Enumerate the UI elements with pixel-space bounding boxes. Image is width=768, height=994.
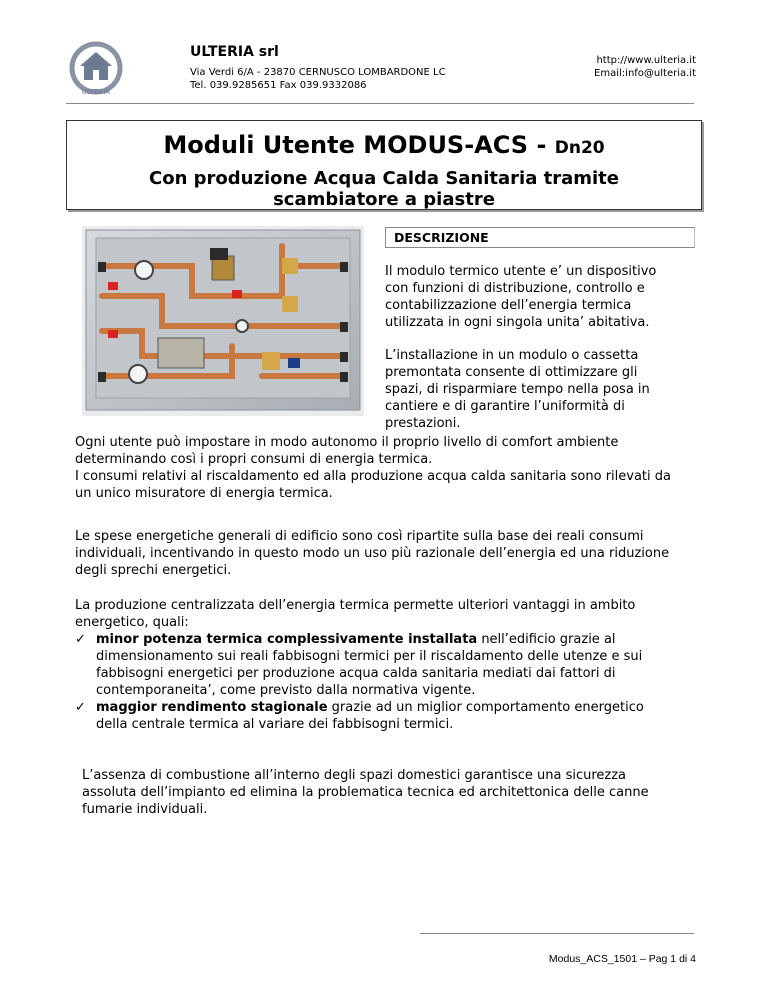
description-heading-box (385, 227, 695, 248)
list-item: ✓ minor potenza termica complessivamente installata nell’edificio grazie al dimensionamento sui reali fabbisogni termici per il riscaldamento delle utenze e sui fabbisogni energetici per produzione acqua calda sanitaria mediati dai fattori di contemporaneita’, come previsto dalla normativa vigente. (75, 632, 643, 698)
advantages-list (75, 631, 695, 733)
page-title: Moduli Utente MODUS-ACS - Dn20 (163, 131, 605, 159)
title-box (66, 120, 702, 210)
body-paragraph-1: Ogni utente può impostare in modo autonomo il proprio livello di comfort ambiente determinando così i propri consumi di energia termica. I consumi relativi al riscaldamento ed alla produzione acqua calda sanitaria sono rilevati da un unico misuratore di energia termica. (75, 435, 671, 501)
description-paragraph-1: Il modulo termico utente e’ un dispositivo con funzioni di distribuzione, controllo e contabilizzazione dell’energia termica utilizzata in ogni singola unita’ abitativa. (385, 264, 657, 330)
page-subtitle: Con produzione Acqua Calda Sanitaria tramite scambiatore a piastre (149, 168, 619, 210)
body-paragraph-2: Le spese energetiche generali di edificio sono così ripartite sulla base dei reali consumi individuali, incentivando in questo modo un uso più razionale dell’energia ed una riduzione degli sprechi energetici. (75, 529, 670, 578)
checkmark-icon: ✓ (75, 632, 86, 647)
company-name: ULTERIA srl (190, 44, 279, 60)
website-link[interactable]: http://www.ulteria.it (596, 55, 696, 66)
ulteria-logo (66, 40, 126, 100)
email-link[interactable]: Email:info@ulteria.it (594, 68, 696, 79)
company-address: Via Verdi 6/A - 23870 CERNUSCO LOMBARDONE LC Tel. 039.9285651 Fax 039.9332086 (190, 67, 446, 91)
svg-text:ULTERIA: ULTERIA (81, 88, 111, 96)
product-photo (82, 226, 364, 416)
description-heading: DESCRIZIONE (394, 230, 489, 245)
checkmark-icon: ✓ (75, 700, 86, 715)
contact-info (594, 54, 696, 80)
body-paragraph-3: La produzione centralizzata dell’energia termica permette ulteriori vantaggi in ambito energetico, quali: (75, 598, 636, 630)
description-paragraph-2: L’installazione in un modulo o cassetta premontata consente di ottimizzare gli spazi, di risparmiare tempo nella posa in cantiere e di garantire l’uniformità di prestazioni. (385, 348, 650, 431)
page-footer: Modus_ACS_1501 – Pag 1 di 4 (548, 953, 696, 965)
footer-divider (420, 933, 694, 934)
header-divider (66, 103, 694, 104)
list-item: ✓ maggior rendimento stagionale grazie ad un miglior comportamento energetico della centrale termica al variare dei fabbisogni termici. (75, 700, 644, 732)
body-paragraph-4: L’assenza di combustione all’interno degli spazi domestici garantisce una sicurezza assoluta dell’impianto ed elimina la problematica tecnica ed architettonica delle canne fumarie individuali. (82, 768, 649, 817)
